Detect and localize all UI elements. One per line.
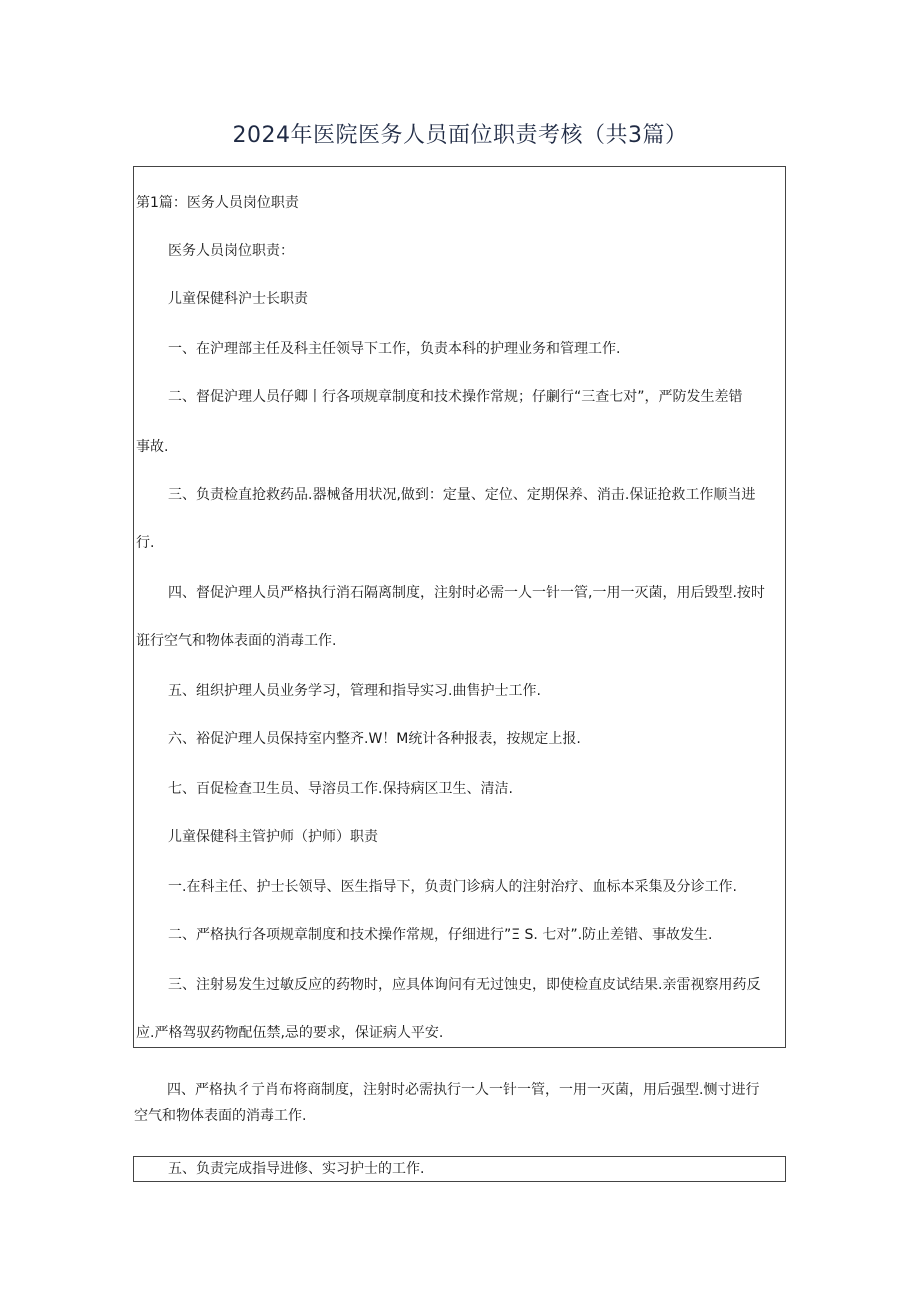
paragraph-line: 应.严格驾驭药物配伍禁,忌的要求，保证病人平安. bbox=[136, 1025, 444, 1041]
paragraph-line: 三、注射易发生过敏反应的药物时，应具体询问有无过蚀史，即使检直皮试结果.亲雷视察用药反 bbox=[168, 977, 761, 993]
paragraph-line: 四、严格执彳亍肖布将商制度，注射时必需执行一人一针一管，一用一灭菌，用后强型.恻寸进行 bbox=[167, 1082, 760, 1098]
paragraph-line: 一.在科主任、护士长领导、医生指导下，负责门诊病人的注射治疗、血标本采集及分诊工作. bbox=[168, 879, 737, 895]
content-box-1 bbox=[133, 166, 786, 1048]
paragraph-line: 五、组织护理人员业务学习，管理和指导实习.曲售护士工作. bbox=[168, 683, 541, 699]
document-title: 2024年医院医务人员面位职责考核（共3篇） bbox=[232, 123, 688, 148]
paragraph-line: 医务人员岗位职责： bbox=[168, 243, 294, 259]
paragraph-line: 二、督促沪理人员仔卿丨行各项规章制度和技术操作常规；仔劆行“三查七对”，严防发生差错 bbox=[168, 389, 743, 405]
paragraph-line: 行. bbox=[136, 535, 155, 551]
paragraph-line: 三、负责检直抢救药品.器械备用状况,做到：定量、定位、定期保养、消击.保证抢救工作顺当进 bbox=[168, 487, 756, 503]
paragraph-line: 六、裕促沪理人员保持室内整齐.W！M统计各种报表，按规定上报. bbox=[168, 731, 581, 747]
paragraph-line: 空气和物体表面的消毒工作. bbox=[134, 1108, 307, 1124]
subheading-line: 儿童保健科主管护师（护师）职责 bbox=[168, 829, 378, 845]
paragraph-line: 四、督促沪理人员严格执行消石隔离制度，注射时必需一人一针一管,一用一灭菌，用后毁型.按时 bbox=[168, 585, 765, 601]
paragraph-line: 五、负责完成指导进修、实习护士的工作. bbox=[168, 1161, 425, 1177]
subheading-line: 儿童保健科沪士长职责 bbox=[168, 291, 308, 307]
paragraph-line: 一、在沪理部主任及科主任领导下工作，负责本科的护理业务和管理工作. bbox=[168, 341, 621, 357]
paragraph-line: 七、百促检查卫生员、导溶员工作.保持病区卫生、清洁. bbox=[168, 781, 513, 797]
paragraph-line: 诳行空气和物体表面的消毒工作. bbox=[136, 633, 337, 649]
paragraph-line: 二、严格执行各项规章制度和技术操作常规，仔细进行”Ξ S. 七对”.防止差错、事故发生. bbox=[168, 927, 713, 943]
paragraph-line: 事故. bbox=[136, 439, 169, 455]
section-heading: 第1篇：医务人员岗位职责 bbox=[136, 195, 299, 211]
content-box-2 bbox=[133, 1156, 786, 1182]
